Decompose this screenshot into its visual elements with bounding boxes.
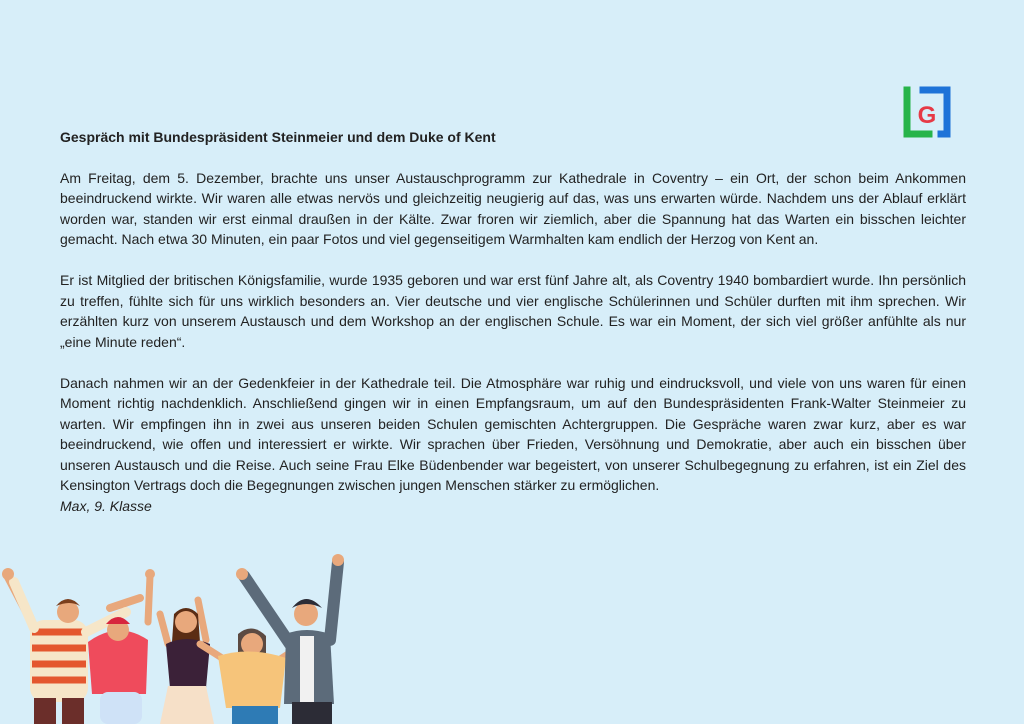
article-paragraph-2: Er ist Mitglied der britischen Königsfamilie, wurde 1935 geboren und war erst fünf Jahre alt, als Coventry 1940 bombardiert wurde. Ihn persönlich zu treffen, fühlte sich für uns wirklich besonders an. Vier deutsche und vier englische Schülerinnen und Schüler durften mit ihm sprechen. Wir erzählten kurz von unserem Austausch und dem Workshop an der englischen Schule. Es war ein Moment, der sich viel größer anfühlte als nur „eine Minute reden“. <box>60 272 966 350</box>
article-title: Gespräch mit Bundespräsident Steinmeier und dem Duke of Kent <box>60 129 496 145</box>
article-paragraph-3: Danach nahmen wir an der Gedenkfeier in der Kathedrale teil. Die Atmosphäre war ruhig und eindrucksvoll, und viele von uns waren für einen Moment richtig nachdenklich. Anschließend gingen wir in einen Empfangsraum, um auf den Bundespräsidenten Frank-Walter Steinmeier zu warten. Wir empfingen ihn in zwei aus unseren beiden Schulen gemischten Achtergruppen. Die Gespräche waren zwar kurz, aber es war beeindruckend, wie offen und interessiert er wirkte. Wir sprachen über Frieden, Versöhnung und Demokratie, aber auch ein bisschen über unseren Austausch und die Reise. Auch seine Frau Elke Büdenbender war begeistert, von unserer Schulbegegnung zu erfahren, ist ein Ziel des Kensington Vertrags doch die Begegnungen zwischen jungen Menschen stärker zu ermöglichen. <box>60 374 966 493</box>
cheering-people-icon <box>0 548 360 724</box>
article-paragraph-1: Am Freitag, dem 5. Dezember, brachte uns unser Austauschprogramm zur Kathedrale in Coventry – ein Ort, der schon beim Ankommen beeindruckend wirkte. Wir waren alle etwas nervös und gleichzeitig neugierig auf das, was uns erwarten würde. Nachdem uns der Ablauf erklärt worden war, standen wir erst einmal draußen in der Kälte. Zwar froren wir ziemlich, aber die Spannung hat das Warten ein bisschen leichter gemacht. Nach etwa 30 Minuten, ein paar Fotos und viel gegenseitigem Warmhalten kam endlich der Herzog von Kent an. <box>60 169 966 247</box>
person-dark-top <box>160 600 214 724</box>
logo-letter: G <box>917 102 937 129</box>
cheering-people-illustration <box>0 548 360 724</box>
person-pink-top <box>88 569 155 724</box>
article <box>60 127 966 516</box>
article-signature: Max, 9. Klasse <box>60 497 152 514</box>
